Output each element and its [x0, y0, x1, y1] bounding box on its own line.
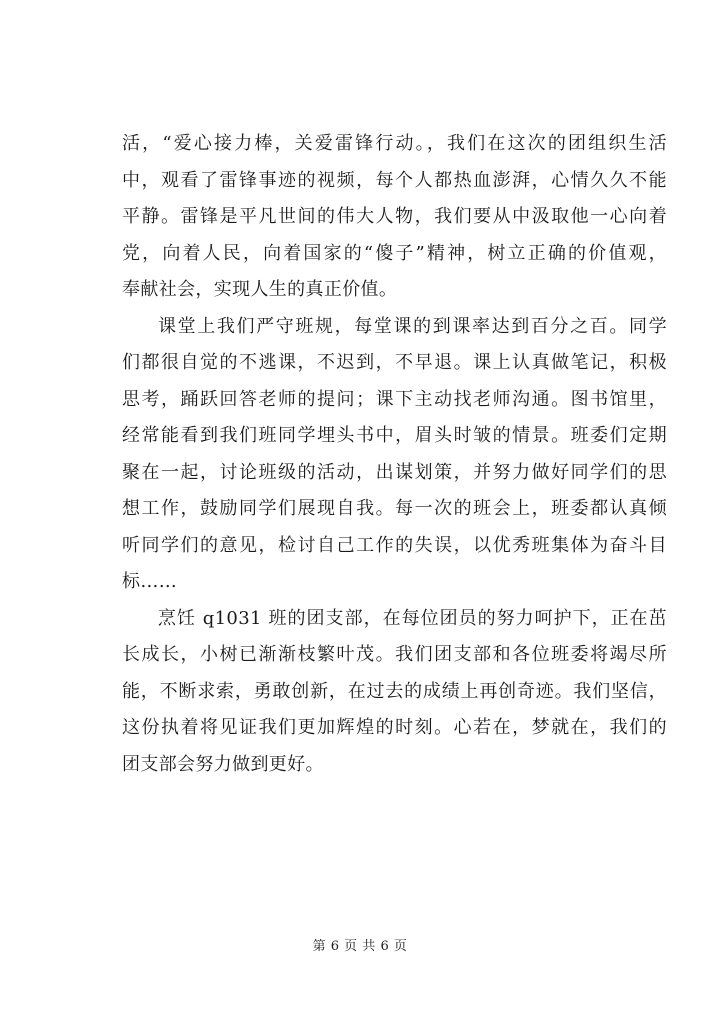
text-line: 党，向着人民，向着国家的“傻子”精神，树立正确的价值观， — [122, 242, 667, 264]
text-line: 聚在一起，讨论班级的活动，出谋划策，并努力做好同学们的思 — [122, 461, 667, 483]
text-line: 标…… — [122, 571, 178, 592]
paragraph — [122, 309, 667, 601]
text-line: 想工作，鼓励同学们展现自我。每一次的班会上，班委都认真倾 — [122, 498, 667, 519]
text-line: 听同学们的意见，检讨自己工作的失误，以优秀班集体为奋斗目 — [122, 534, 667, 556]
text-line: 能，不断求索，勇敢创新，在过去的成绩上再创奇迹。我们坚信， — [122, 680, 667, 702]
text-line: 们都很自觉的不逃课，不迟到，不早退。课上认真做笔记，积极 — [122, 352, 667, 373]
paragraph — [122, 126, 667, 309]
text-line: 烹饪 q1031 班的团支部，在每位团员的努力呵护下，正在茁 — [158, 607, 667, 629]
text-line: 团支部会努力做到更好。 — [122, 753, 324, 775]
text-line: 平静。雷锋是平凡世间的伟大人物，我们要从中汲取他一心向着 — [122, 206, 667, 227]
text-line: 长成长，小树已渐渐枝繁叶茂。我们团支部和各位班委将竭尽所 — [122, 644, 667, 665]
page-footer: 第 6 页 共 6 页 — [312, 939, 408, 954]
text-line: 中，观看了雷锋事迹的视频，每个人都热血澎湃，心情久久不能 — [122, 169, 667, 191]
text-line: 经常能看到我们班同学埋头书中，眉头时皱的情景。班委们定期 — [122, 425, 667, 446]
text-line: 这份执着将见证我们更加辉煌的时刻。心若在，梦就在，我们的 — [122, 717, 667, 738]
text-line: 奉献社会，实现人生的真正价值。 — [122, 279, 398, 300]
document-body — [122, 126, 667, 783]
paragraph — [122, 601, 667, 784]
text-line: 活，“爱心接力棒，关爱雷锋行动。，我们在这次的团组织生活 — [122, 133, 667, 154]
text-line: 课堂上我们严守班规，每堂课的到课率达到百分之百。同学 — [158, 315, 667, 337]
text-line: 思考，踊跃回答老师的提问；课下主动找老师沟通。图书馆里， — [122, 388, 667, 410]
